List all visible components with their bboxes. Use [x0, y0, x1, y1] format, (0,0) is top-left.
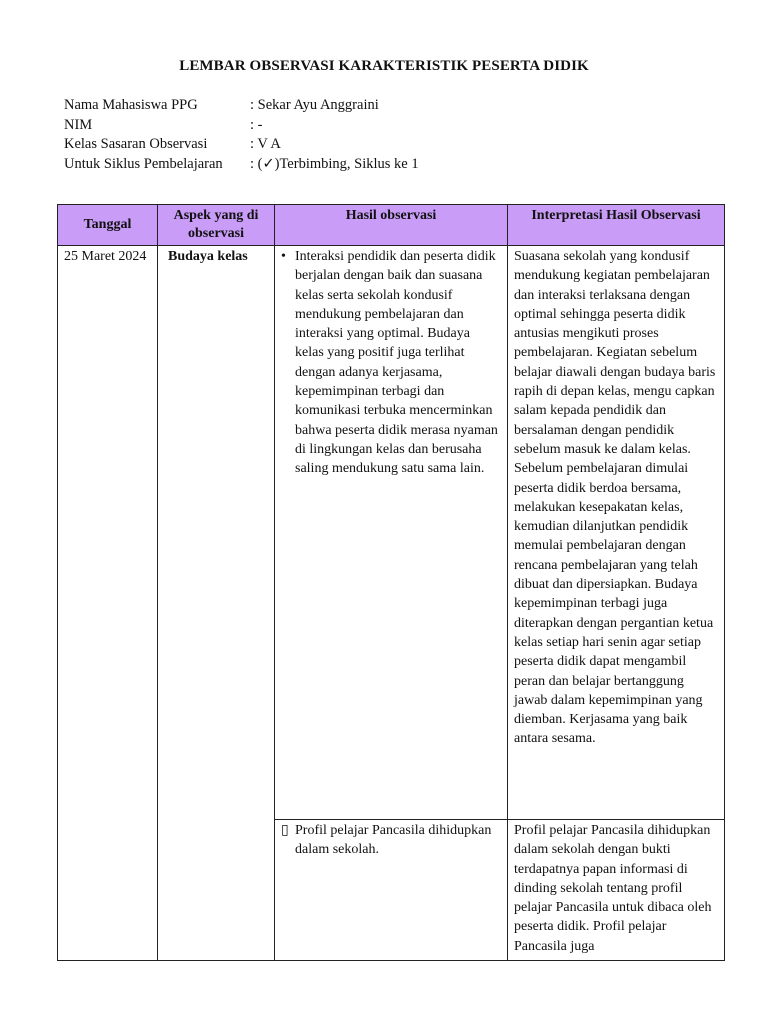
table-header-row — [58, 205, 725, 246]
cell-hasil — [275, 246, 508, 820]
observation-table — [57, 204, 725, 961]
header-aspek: Aspek yang di observasi — [158, 205, 275, 246]
cell-hasil — [275, 820, 508, 961]
bullet-item — [281, 821, 502, 860]
cell-tanggal: 25 Maret 2024 — [58, 246, 158, 961]
bullet-item — [281, 247, 502, 479]
missing-glyph-icon: ▯ — [281, 823, 289, 838]
bullet-icon: • — [281, 249, 286, 264]
identity-block — [64, 96, 419, 174]
meta-label: Untuk Siklus Pembelajaran — [64, 155, 223, 172]
table-row — [58, 246, 725, 820]
hasil-text: Profil pelajar Pancasila dihidupkan dalam sekolah. — [295, 823, 492, 858]
cell-aspek: Budaya kelas — [158, 246, 275, 961]
meta-row-kelas — [64, 135, 419, 155]
hasil-text: Interaksi pendidik dan peserta didik berjalan dengan baik dan suasana kelas serta sekolah kondusif mendukung pembelajaran dan interaksi yang optimal. Budaya kelas yang positif juga terlihat dengan adanya kerjasama, kepemimpinan terbagi dan komunikasi terbuka mencerminkan bahwa peserta didik merasa nyaman di lingkungan kelas dan berusaha saling mendukung satu sama lain. — [295, 249, 498, 477]
cell-interpretasi: Profil pelajar Pancasila dihidupkan dalam sekolah dengan bukti terdapatnya papan informasi di dinding sekolah tentang profil pelajar Pancasila untuk dibaca oleh peserta didik. Profil pelajar Pancasila juga — [508, 820, 725, 961]
meta-value: : - — [250, 116, 263, 133]
meta-value: : (✓)Terbimbing, Siklus ke 1 — [250, 155, 419, 172]
meta-label: Nama Mahasiswa PPG — [64, 97, 198, 113]
meta-row-nim — [64, 116, 419, 136]
header-tanggal: Tanggal — [58, 205, 158, 246]
header-hasil: Hasil observasi — [275, 205, 508, 246]
meta-label: NIM — [64, 116, 93, 133]
meta-value: : V A — [250, 136, 281, 152]
document-title: LEMBAR OBSERVASI KARAKTERISTIK PESERTA DIDIK — [179, 58, 589, 74]
meta-value: : Sekar Ayu Anggraini — [250, 97, 379, 113]
cell-interpretasi: Suasana sekolah yang kondusif mendukung kegiatan pembelajaran dan interaksi terlaksana dengan optimal sehingga peserta didik antusias mengikuti proses pembelajaran. Kegiatan sebelum belajar diawali dengan budaya baris rapih di depan kelas, mengu capkan salam kepada pendidik dan bersalaman dengan pendidik sebelum masuk ke dalam kelas. Sebelum pembelajaran dimulai peserta didik berdoa bersama, melakukan kesepakatan kelas, kemudian dilanjutkan pendidik memulai pembelajaran dengan rencana pembelajaran yang telah dibuat dan dipersiapkan. Budaya kepemimpinan terbagi juga diterapkan dengan pergantian ketua kelas setiap hari senin agar setiap peserta didik dapat mengambil peran dan belajar bertanggung jawab dalam kepemimpinan yang diemban. Kerjasama yang baik antara sesama. — [508, 246, 725, 820]
meta-row-siklus — [64, 155, 419, 175]
header-interpretasi: Interpretasi Hasil Observasi — [508, 205, 725, 246]
meta-row-nama — [64, 96, 419, 116]
meta-label: Kelas Sasaran Observasi — [64, 136, 208, 152]
